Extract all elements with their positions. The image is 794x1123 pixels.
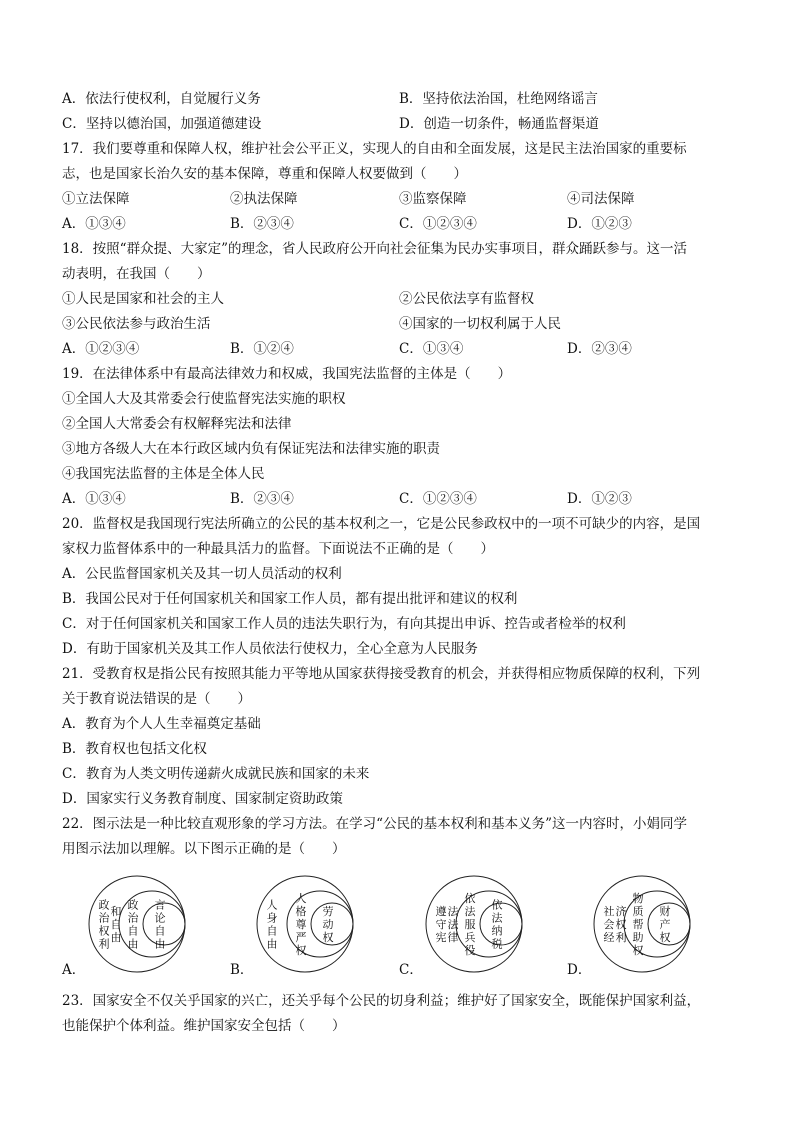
outer-label-char: 由 bbox=[266, 937, 278, 951]
text-line: 18．按照“群众提、大家定”的理念，省人民政府公开向社会征集为民办实事项目，群众踊跃参与。这一活 bbox=[62, 241, 687, 257]
inner-label-char: 纳 bbox=[491, 924, 503, 938]
middle-label-char: 由 bbox=[127, 937, 139, 951]
middle-label-char: 兵 bbox=[464, 931, 476, 944]
text-line: ④国家的一切权利属于人民 bbox=[399, 316, 561, 332]
middle-label-char: 权 bbox=[632, 944, 644, 957]
outer-label-char: 守 bbox=[435, 918, 447, 931]
text-line: ③地方各级人大在本行政区域内负有保证宪法和法律实施的职责 bbox=[62, 441, 440, 457]
text-line: D．创造一切条件，畅通监督渠道 bbox=[399, 116, 599, 132]
outer-label-char: 宪 bbox=[435, 931, 447, 944]
text-line: ④我国宪法监督的主体是全体人民 bbox=[62, 466, 265, 482]
text-line: ③公民依法参与政治生活 bbox=[62, 316, 211, 332]
text-line: D．有助于国家机关及其工作人员依法行使权力，全心全意为人民服务 bbox=[62, 641, 478, 657]
middle-label-char: 格 bbox=[295, 905, 307, 918]
inner-label-char: 动 bbox=[322, 918, 334, 931]
text-line: A．公民监督国家机关及其一切人员活动的权利 bbox=[62, 566, 342, 582]
diagram-d bbox=[567, 872, 717, 980]
inner-label-char: 权 bbox=[659, 931, 671, 944]
text-line: D．国家实行义务教育制度、国家制定资助政策 bbox=[62, 791, 343, 807]
inner-label-char: 产 bbox=[659, 918, 671, 931]
text-line: A．①②③④ bbox=[62, 341, 140, 357]
outer-label-char: 权 bbox=[98, 924, 110, 938]
text-line: D．②③④ bbox=[567, 341, 632, 357]
text-line: C．对于任何国家机关和国家工作人员的违法失职行为，有向其提出申诉、控告或者检举的权利 bbox=[62, 616, 626, 632]
text-line: D．①②③ bbox=[567, 216, 632, 232]
text-line: 23．国家安全不仅关乎国家的兴亡，还关乎每个公民的切身利益；维护好了国家安全，既能保护国家利益， bbox=[62, 993, 701, 1009]
text-line: B．教育权也包括文化权 bbox=[62, 741, 207, 757]
diagram-c bbox=[399, 872, 549, 980]
text-line: B．①②④ bbox=[230, 341, 294, 357]
middle-label-char: 政 bbox=[127, 898, 139, 912]
outer-label-char: 会 bbox=[603, 918, 615, 931]
middle-label-char: 帮 bbox=[632, 918, 644, 931]
middle-label-char: 物 bbox=[632, 892, 644, 905]
middle-label-char: 自 bbox=[127, 924, 139, 938]
middle-label-char: 助 bbox=[632, 931, 644, 944]
text-line: 关于教育说法错误的是（ ） bbox=[62, 691, 251, 707]
diagram-c-label: C． bbox=[399, 962, 423, 978]
outer-label-char: 法 bbox=[447, 918, 459, 931]
inner-label-char: 自 bbox=[154, 924, 166, 938]
outer-label-char: 利 bbox=[615, 931, 627, 944]
inner-label-char: 论 bbox=[154, 911, 166, 925]
text-line: ①人民是国家和社会的主人 bbox=[62, 291, 224, 307]
text-line: 22．图示法是一种比较直观形象的学习方法。在学习“公民的基本权利和基本义务”这一内容时，小娟同学 bbox=[62, 816, 687, 832]
outer-label-char: 自 bbox=[110, 918, 122, 931]
outer-label-char: 治 bbox=[98, 911, 110, 925]
outer-label-char: 和 bbox=[110, 905, 122, 918]
text-line: 21．受教育权是指公民有按照其能力平等地从国家获得接受教育的机会，并获得相应物质保障的权利，下列 bbox=[62, 666, 701, 682]
text-line: A．①③④ bbox=[62, 491, 126, 507]
diagram-b-label: B． bbox=[230, 962, 254, 978]
outer-label-char: 济 bbox=[615, 905, 627, 918]
diagram-d-label: D． bbox=[567, 962, 592, 978]
text-line: C．教育为人类文明传递薪火成就民族和国家的未来 bbox=[62, 766, 370, 782]
text-line: A．依法行使权利，自觉履行义务 bbox=[62, 91, 261, 107]
inner-label-char: 由 bbox=[154, 937, 166, 951]
text-line: C．①②③④ bbox=[399, 491, 477, 507]
diagram-options bbox=[62, 872, 762, 980]
middle-label-char: 服 bbox=[464, 918, 476, 931]
text-line: C．①②③④ bbox=[399, 216, 477, 232]
text-line: 19．在法律体系中有最高法律效力和权威，我国宪法监督的主体是（ ） bbox=[62, 366, 512, 382]
outer-label-char: 利 bbox=[98, 937, 110, 951]
inner-label-char: 言 bbox=[154, 898, 166, 912]
text-line: ④司法保障 bbox=[567, 191, 635, 207]
inner-label-char: 劳 bbox=[322, 905, 334, 918]
text-line: ②公民依法享有监督权 bbox=[399, 291, 534, 307]
outer-label-char: 遵 bbox=[435, 905, 447, 918]
middle-label-char: 依 bbox=[464, 892, 476, 905]
text-line: 用图示法加以理解。以下图示正确的是（ ） bbox=[62, 841, 346, 857]
inner-label-char: 法 bbox=[491, 911, 503, 925]
text-line: A．①③④ bbox=[62, 216, 126, 232]
text-line: 17．我们要尊重和保障人权，维护社会公平正义，实现人的自由和全面发展，这是民主法治国家的重要标 bbox=[62, 141, 687, 157]
text-line: 家权力监督体系中的一种最具活力的监督。下面说法不正确的是（ ） bbox=[62, 541, 494, 557]
middle-label-char: 权 bbox=[295, 944, 307, 957]
text-line: B．②③④ bbox=[230, 216, 294, 232]
text-line: B．坚持依法治国，杜绝网络谣言 bbox=[399, 91, 598, 107]
outer-label-char: 人 bbox=[266, 898, 278, 912]
text-line: C．①③④ bbox=[399, 341, 464, 357]
middle-label-char: 尊 bbox=[295, 918, 307, 931]
text-line: ②全国人大常委会有权解释宪法和法律 bbox=[62, 416, 292, 432]
diagram-a-label: A． bbox=[62, 962, 86, 978]
outer-label-char: 法 bbox=[447, 905, 459, 918]
inner-label-char: 权 bbox=[322, 931, 334, 944]
outer-label-char: 权 bbox=[615, 918, 627, 931]
outer-label-char: 由 bbox=[110, 931, 122, 944]
middle-label-char: 严 bbox=[295, 931, 307, 944]
middle-label-char: 人 bbox=[295, 892, 307, 905]
middle-label-char: 质 bbox=[632, 905, 644, 918]
text-line: B．②③④ bbox=[230, 491, 294, 507]
outer-label-char: 身 bbox=[266, 911, 278, 925]
outer-label-char: 自 bbox=[266, 924, 278, 938]
diagram-b bbox=[230, 872, 380, 980]
text-line: D．①②③ bbox=[567, 491, 632, 507]
text-line: ①立法保障 bbox=[62, 191, 130, 207]
text-line: 动表明，在我国（ ） bbox=[62, 266, 211, 282]
outer-label-char: 律 bbox=[447, 931, 459, 944]
text-line: B．我国公民对于任何国家机关和国家工作人员，都有提出批评和建议的权利 bbox=[62, 591, 518, 607]
diagram-a bbox=[62, 872, 212, 980]
text-line: ③监察保障 bbox=[399, 191, 467, 207]
text-line: ②执法保障 bbox=[230, 191, 298, 207]
middle-label-char: 法 bbox=[464, 905, 476, 918]
outer-label-char: 社 bbox=[603, 905, 615, 918]
outer-label-char: 政 bbox=[98, 898, 110, 912]
text-line: 志，也是国家长治久安的基本保障，尊重和保障人权要做到（ ） bbox=[62, 166, 467, 182]
text-line: C．坚持以德治国，加强道德建设 bbox=[62, 116, 262, 132]
inner-label-char: 财 bbox=[659, 905, 671, 918]
text-line: A．教育为个人人生幸福奠定基础 bbox=[62, 716, 261, 732]
inner-label-char: 税 bbox=[491, 937, 503, 951]
middle-label-char: 役 bbox=[464, 944, 476, 957]
text-line: 也能保护个体利益。维护国家安全包括（ ） bbox=[62, 1018, 346, 1034]
text-line: 20．监督权是我国现行宪法所确立的公民的基本权利之一，它是公民参政权中的一项不可缺少的内容，是国 bbox=[62, 516, 701, 532]
outer-label-char: 经 bbox=[603, 931, 615, 944]
text-line: ①全国人大及其常委会行使监督宪法实施的职权 bbox=[62, 391, 346, 407]
inner-label-char: 依 bbox=[491, 898, 503, 912]
middle-label-char: 治 bbox=[127, 911, 139, 925]
